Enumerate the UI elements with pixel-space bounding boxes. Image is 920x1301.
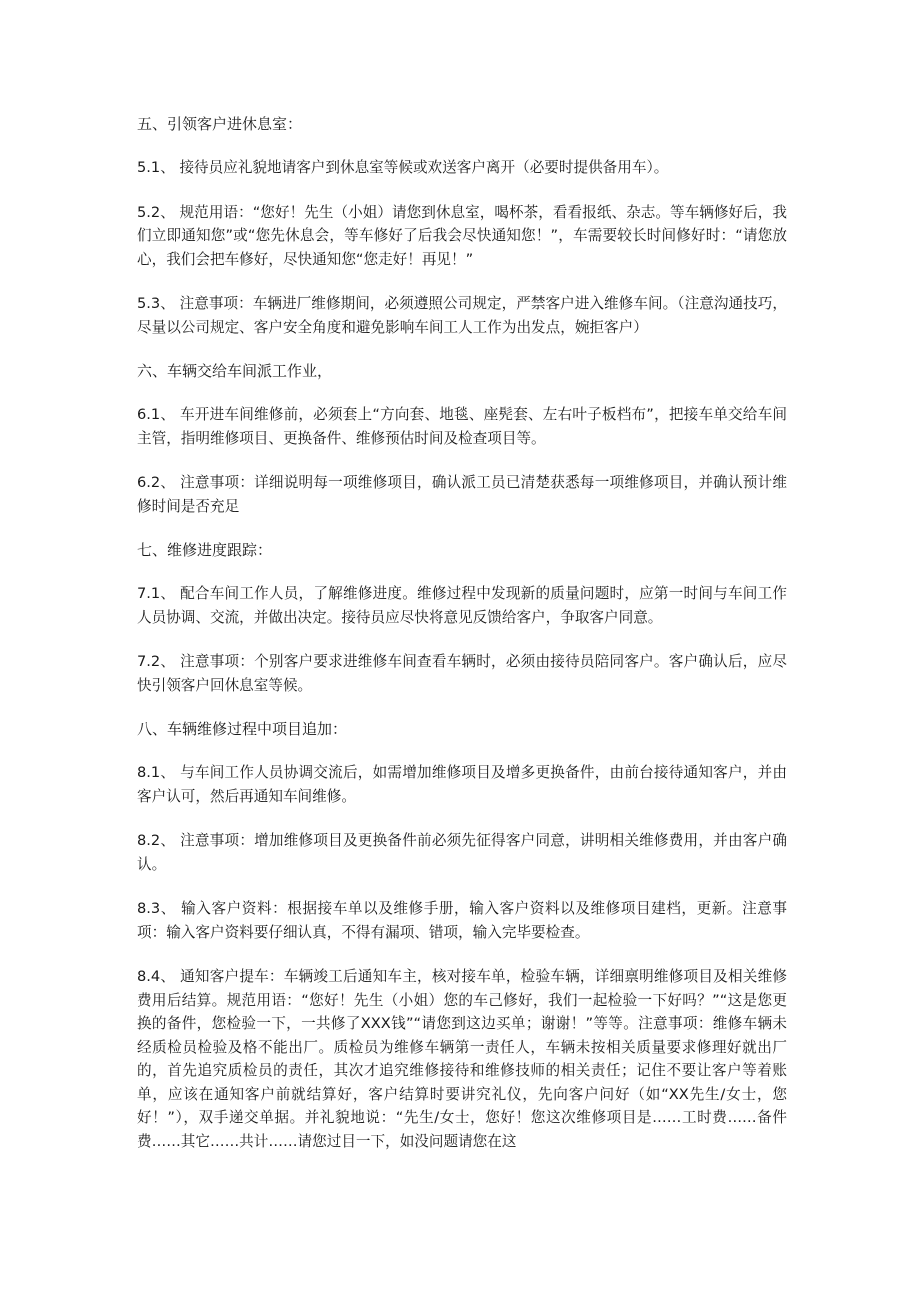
- section-heading-5: 五、引领客户进休息室：: [137, 115, 303, 133]
- section-heading-8: 八、车辆维修过程中项目追加：: [137, 720, 348, 738]
- paragraph-7-1: 7.1、 配合车间工作人员，了解维修进度。维修过程中发现新的质量问题时，应第一时间与车间工作人员协调、交流，并做出决定。接待员应尽快将意见反馈给客户，争取客户同意。: [137, 585, 787, 626]
- paragraph-8-1: 8.1、 与车间工作人员协调交流后，如需增加维修项目及增多更换备件，由前台接待通知客户，并由客户认可，然后再通知车间维修。: [137, 764, 787, 805]
- paragraph-5-1: 5.1、 接待员应礼貌地请客户到休息室等候或欢送客户离开（必要时提供备用车）。: [137, 159, 669, 176]
- paragraph-5-3: 5.3、 注意事项：车辆进厂维修期间，必须遵照公司规定，严禁客户进入维修车间。（注意沟通技巧，尽量以公司规定、客户安全角度和避免影响车间工人工作为出发点，婉拒客户）: [137, 295, 787, 336]
- paragraph-8-3: 8.3、 输入客户资料：根据接车单以及维修手册，输入客户资料以及维修项目建档，更新。注意事项：输入客户资料要仔细认真，不得有漏项、错项，输入完毕要检查。: [137, 900, 787, 941]
- paragraph-6-1: 6.1、 车开进车间维修前，必须套上“方向套、地毯、座髡套、左右叶子板档布”，把接车单交给车间主管，指明维修项目、更换备件、维修预估时间及检查项目等。: [137, 406, 787, 447]
- paragraph-6-2: 6.2、 注意事项：详细说明每一项维修项目，确认派工员已清楚获悉每一项维修项目，并确认预计维修时间是否充足: [137, 474, 787, 515]
- paragraph-8-4: 8.4、 通知客户提车：车辆竣工后通知车主，核对接车单，检验车辆，详细禀明维修项目及相关维修费用后结算。规范用语：“您好！先生（小姐）您的车己修好，我们一起检验一下好吗？”“这是您更换的备件，您检验一下，一共修了XXX钱”“请您到这边买单；谢谢！”等等。注意事项：维修车辆未经质检员检验及格不能出厂。质检员为维修车辆第一责任人，车辆未按相关质量要求修理好就出厂的，首先追究质检员的责任，其次才追究维修接待和维修技师的相关责任；记住不要让客户等着账单，应该在通知客户前就结算好，客户结算时要讲究礼仪，先向客户问好（如“XX先生/女士，您好！”），双手递交单据。并礼貌地说：“先生/女士，您好！您这次维修项目是……工时费……备件费……其它……共计……请您过目一下，如没问题请您在这: [137, 968, 787, 1150]
- paragraph-5-2: 5.2、 规范用语：“您好！先生（小姐）请您到休息室，喝杯茶，看看报纸、杂志。等车辆修好后，我们立即通知您”或“您先休息会，等车修好了后我会尽快通知您！”，车需要较长时间修好时：“请您放心，我们会把车修好，尽快通知您“您走好！再见！”: [137, 203, 787, 268]
- section-heading-7: 七、维修进度跟踪：: [137, 541, 273, 559]
- document-page: [137, 113, 787, 1174]
- section-heading-6: 六、车辆交给车间派工作业，: [137, 362, 333, 380]
- paragraph-8-2: 8.2、 注意事项：增加维修项目及更换备件前必须先征得客户同意，讲明相关维修费用，并由客户确认。: [137, 832, 787, 873]
- paragraph-7-2: 7.2、 注意事项：个别客户要求进维修车间查看车辆时，必须由接待员陪同客户。客户确认后，应尽快引领客户回休息室等候。: [137, 653, 787, 694]
